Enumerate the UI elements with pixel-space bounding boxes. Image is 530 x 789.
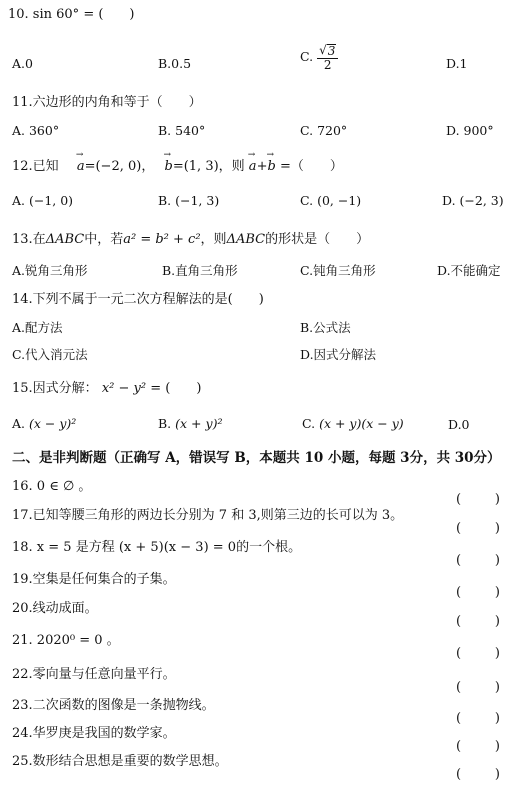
answer-blank-25[interactable]: ( ) [456,767,500,782]
q12-option-c: C. (0, −1) [300,193,362,208]
q15-option-d: D.0 [448,417,470,432]
answer-blank-21[interactable]: ( ) [456,646,500,661]
judge-item-24 [12,726,518,754]
q12-option-d: D. (−2, 3) [442,193,504,208]
q15-option-b [158,418,222,431]
q13-option-c: C.钝角三角形 [300,263,376,278]
judge-item-21-text: 21. 2020⁰ = 0 。 [12,633,120,648]
judge-item-23-text: 23.二次函数的图像是一条抛物线。 [12,698,215,713]
q11-option-c: C. 720° [300,123,348,138]
q15-option-a-prefix: A. [12,416,26,431]
judge-item-19-text: 19.空集是任何集合的子集。 [12,572,176,587]
q15-expression: x² − y² = [101,381,162,396]
q12-sum-a: → a [249,160,257,173]
judge-item-19 [12,572,518,600]
q10-option-c-prefix: C. [300,49,314,65]
judge-item-25-text: 25.数形结合思想是重要的数学思想。 [12,754,228,769]
q15-option-c [302,418,404,431]
q13-option-b: B.直角三角形 [162,263,238,278]
q12-option-b: B. (−1, 3) [158,193,220,208]
q12-stem-suffix: =（ ） [279,159,343,174]
q10-c-numerator: 3 [327,44,336,58]
q12-sum-b: → b [267,160,275,173]
judge-item-23 [12,698,518,726]
judge-item-24-text: 24.华罗庚是我国的数学家。 [12,726,176,741]
q15-stem-suffix: ( ) [165,381,202,396]
q11-option-a: A. 360° [12,123,60,138]
q10-c-denominator: 2 [323,57,332,72]
answer-blank-20[interactable]: ( ) [456,614,500,629]
q12-option-a: A. (−1, 0) [12,193,74,208]
q14-option-a: A.配方法 [12,320,63,335]
judge-item-17 [12,508,518,536]
q13-stem-mid2: ，则 [200,232,227,247]
q14-stem: 14.下列不属于一元二次方程解法的是( ) [12,292,264,307]
q15-option-a-expr: (x − y)² [29,416,77,431]
answer-blank-17[interactable]: ( ) [456,521,500,536]
answer-blank-18[interactable]: ( ) [456,553,500,568]
q14-option-d: D.因式分解法 [300,347,377,362]
q13-stem-prefix: 13.在 [12,232,46,247]
q13-option-a: A.锐角三角形 [12,263,88,278]
q12-sum-plus: + [256,159,268,174]
q13-stem [12,233,369,246]
q15-option-b-prefix: B. [158,416,172,431]
q10-option-c-fraction: √ 3 2 [317,44,338,71]
q15-stem [12,382,201,395]
q10-option-d: D.1 [446,56,468,71]
judge-item-25 [12,754,518,782]
q10-option-b: B.0.5 [158,56,192,71]
q13-stem-suffix: 的形状是（ ） [265,232,370,247]
answer-blank-22[interactable]: ( ) [456,680,500,695]
judge-item-22 [12,667,518,695]
judge-item-18 [12,540,518,568]
q12-vector-a-value: =(−2, 0)， [84,159,155,174]
q12-vector-a: → a [77,160,85,173]
q15-option-c-prefix: C. [302,416,316,431]
q15-option-a [12,418,76,431]
answer-blank-16[interactable]: ( ) [456,492,500,507]
judge-item-22-text: 22.零向量与任意向量平行。 [12,667,176,682]
judge-item-16-text: 16. 0 ∈ ∅ 。 [12,479,92,494]
q10-stem: 10. sin 60° = ( ) [8,7,135,22]
q14-option-b: B.公式法 [300,320,351,335]
judge-item-20-text: 20.线动成面。 [12,601,98,616]
q13-triangle-2: ΔABC [226,232,266,247]
judge-item-16 [12,479,518,507]
judge-item-17-text: 17.已知等腰三角形的两边长分别为 7 和 3,则第三边的长可以为 3。 [12,508,404,523]
q10-option-a: A.0 [12,56,33,71]
q11-option-d: D. 900° [446,123,494,138]
q15-option-c-expr: (x + y)(x − y) [319,416,404,431]
q12-vector-b: → b [164,160,172,173]
q10-option-c [300,44,338,71]
q14-option-c: C.代入消元法 [12,347,88,362]
answer-blank-19[interactable]: ( ) [456,585,500,600]
section-2-heading: 二、是非判断题（正确写 A，错误写 B，本题共 10 小题，每题 3分，共 30分） [12,450,501,466]
q12-stem [12,160,343,173]
q12-vector-b-value: =(1, 3)，则 [172,159,245,174]
q13-stem-mid: 中，若 [84,232,124,247]
q11-option-b: B. 540° [158,123,206,138]
answer-blank-23[interactable]: ( ) [456,711,500,726]
answer-blank-24[interactable]: ( ) [456,739,500,754]
q15-stem-prefix: 15.因式分解： [12,381,98,396]
judge-item-20 [12,601,518,629]
q11-stem: 11.六边形的内角和等于（ ） [12,95,202,110]
judge-item-21 [12,633,518,661]
q13-equation: a² = b² + c² [123,232,201,247]
q13-option-d: D.不能确定 [437,263,501,278]
judge-item-18-text: 18. x = 5 是方程 (x + 5)(x − 3) = 0的一个根。 [12,540,302,555]
q13-triangle-1: ΔABC [45,232,85,247]
q12-stem-prefix: 12.已知 [12,159,59,174]
q15-option-b-expr: (x + y)² [175,416,223,431]
